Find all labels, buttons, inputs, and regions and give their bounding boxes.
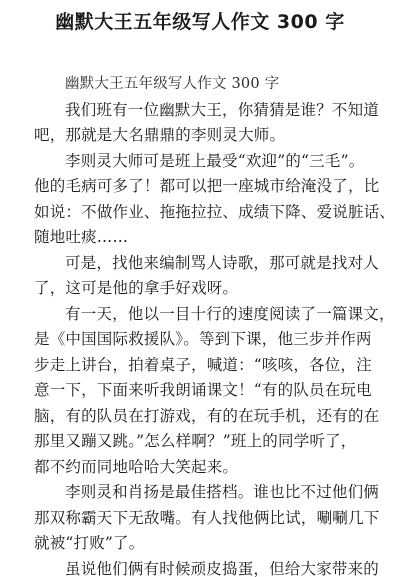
body-line: 他的毛病可多了！都可以把一座城市给淹没了，比 — [34, 177, 380, 195]
body-line: 步走上讲台，拍着桌子，喊道：“咳咳，各位，注 — [34, 355, 372, 374]
body-line: 那双称霸天下无敌嘴。有人找他俩比试，唰唰几下 — [34, 508, 380, 527]
body-line: 李则灵大师可是班上最受“欢迎”的“三毛”。 — [65, 151, 365, 170]
document-body — [34, 72, 396, 577]
document-subtitle: 幽默大王五年级写人作文 300 字 — [65, 76, 280, 92]
document-title: 幽默大王五年级写人作文 300 字 — [55, 11, 345, 33]
body-line: 随地吐痰…… — [34, 228, 129, 246]
body-line: 可是，找他来编制骂人诗歌，那可就是找对人 — [65, 253, 380, 272]
body-line: 李则灵和肖扬是最佳搭档。谁也比不过他们俩 — [65, 483, 380, 501]
body-line: 就被“打败”了。 — [34, 534, 145, 552]
body-line: 虽说他们俩有时候顽皮捣蛋，但给大家带来的 — [65, 559, 380, 577]
body-line: 意一下，下面来听我朗诵课文！“有的队员在玩电 — [34, 381, 372, 399]
body-line: 我们班有一位幽默大王，你猜猜是谁？不知道 — [65, 100, 380, 119]
body-line: 了，这可是他的拿手好戏呀。 — [34, 279, 239, 297]
body-line: 那里又蹦又跳。”怎么样啊？”班上的同学听了， — [34, 432, 357, 450]
body-line: 都不约而同地哈哈大笑起来。 — [34, 457, 239, 476]
body-line: 如说：不做作业、拖拖拉拉、成绩下降、爱说脏话、 — [34, 202, 396, 221]
body-line: 吧，那就是大名鼎鼎的李则灵大师。 — [34, 126, 286, 144]
body-line: 脑，有的队员在打游戏，有的在玩手机，还有的在 — [34, 406, 380, 425]
body-line: 是《中国国际救援队》。等到下课，他三步并作两 — [34, 330, 372, 348]
body-line: 有一天，他以一目十行的速度阅读了一篇课文， — [65, 304, 395, 323]
